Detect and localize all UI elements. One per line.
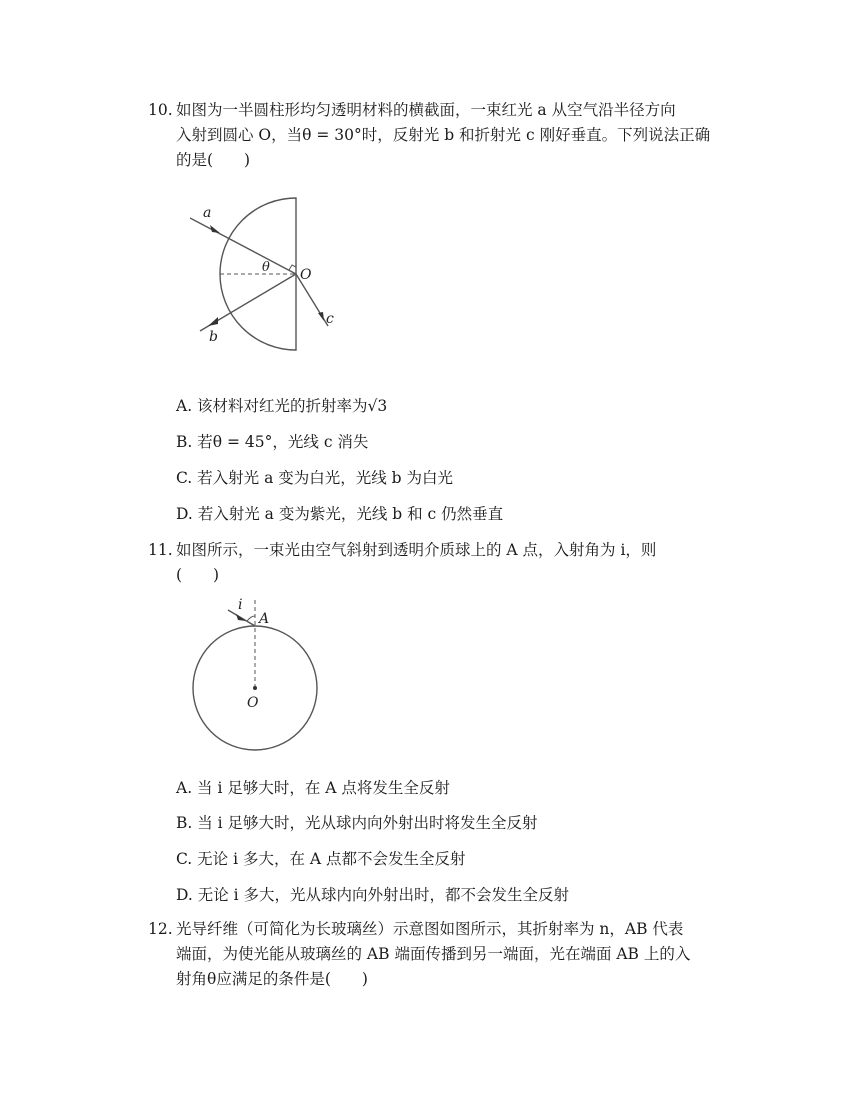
arrow-a-icon <box>210 225 220 233</box>
stem-line: 入射到圆心 O，当θ = 30°时，反射光 b 和折射光 c 刚好垂直。下列说法正确 <box>176 126 711 144</box>
semicircle-figure <box>190 195 360 355</box>
stem-line: 端面，为使光能从玻璃丝的 AB 端面传播到另一端面，光在端面 AB 上的入 <box>176 945 691 963</box>
question-stem <box>176 917 748 992</box>
label-c: c <box>326 311 334 327</box>
question-11 <box>148 538 748 588</box>
question-10 <box>148 98 748 173</box>
option-10B[interactable]: B. 若θ = 45°，光线 c 消失 <box>176 433 369 451</box>
option-11A[interactable]: A. 当 i 足够大时，在 A 点将发生全反射 <box>176 779 450 797</box>
stem-line: 光导纤维（可简化为长玻璃丝）示意图如图所示，其折射率为 n，AB 代表 <box>176 920 684 938</box>
right-angle-marker <box>289 265 296 270</box>
label-a: a <box>203 205 212 221</box>
option-11D[interactable]: D. 无论 i 多大，光从球内向外射出时，都不会发生全反射 <box>176 886 570 904</box>
question-number: 12. <box>148 920 173 938</box>
arrow-c-icon <box>318 312 324 321</box>
stem-line: 如图所示，一束光由空气斜射到透明介质球上的 A 点，入射角为 i，则 <box>176 541 657 559</box>
ray-a <box>190 218 296 274</box>
question-stem <box>176 538 748 588</box>
label-i: i <box>238 597 243 613</box>
question-stem <box>176 98 748 173</box>
question-number: 11. <box>148 541 173 559</box>
stem-line: 射角θ应满足的条件是( ) <box>176 970 368 988</box>
center-dot <box>253 686 257 690</box>
label-A: A <box>259 611 270 627</box>
option-11B[interactable]: B. 当 i 足够大时，光从球内向外射出时将发生全反射 <box>176 814 538 832</box>
question-number: 10. <box>148 101 173 119</box>
label-O: O <box>300 267 312 283</box>
option-10C[interactable]: C. 若入射光 a 变为白光，光线 b 为白光 <box>176 469 454 487</box>
stem-line: 如图为一半圆柱形均匀透明材料的横截面，一束红光 a 从空气沿半径方向 <box>176 101 676 119</box>
angle-arc <box>247 616 255 621</box>
label-O: O <box>247 695 259 711</box>
option-11C[interactable]: C. 无论 i 多大，在 A 点都不会发生全反射 <box>176 850 466 868</box>
question-12 <box>148 917 748 992</box>
sphere-figure <box>190 592 330 757</box>
stem-line: ( ) <box>176 566 220 584</box>
label-theta: θ <box>262 260 270 275</box>
stem-line: 的是( ) <box>176 151 251 169</box>
label-b: b <box>209 329 218 345</box>
option-10A[interactable]: A. 该材料对红光的折射率为√3 <box>176 397 388 415</box>
option-10D[interactable]: D. 若入射光 a 变为紫光，光线 b 和 c 仍然垂直 <box>176 505 504 523</box>
